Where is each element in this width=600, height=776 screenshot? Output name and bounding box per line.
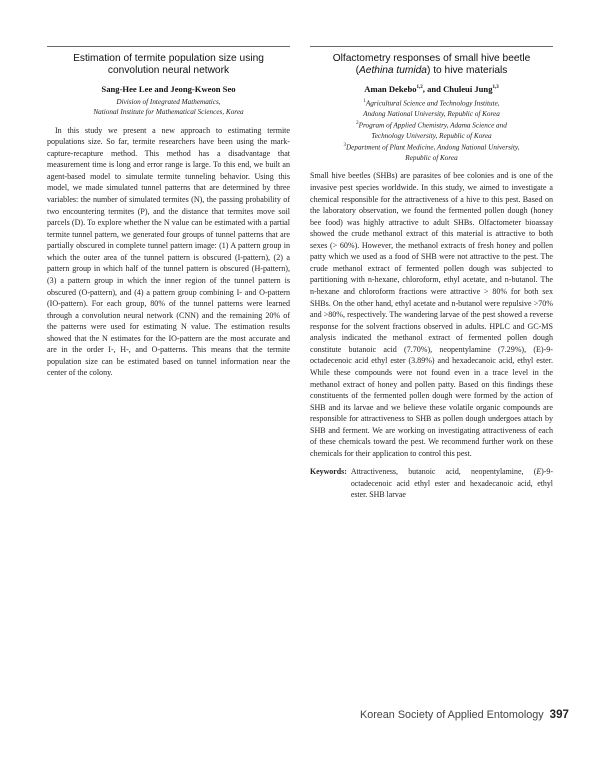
top-rule	[310, 46, 553, 47]
article-authors: Sang-Hee Lee and Jeong-Kweon Seo	[101, 83, 236, 94]
keywords-italic: E	[536, 467, 542, 477]
article-abstract	[47, 125, 290, 379]
abstract-paragraph: In this study we present a new approach to estimating termite populations size. So far, termite researchers have been using the mark-capture-recapture method. This method has a disadvantage that measurement time is long and error range is large. To this end, we built an agent-based model to simulate termite tunneling behavior. Using this model, we made simulated tunnel patterns that are determined by three variables: the number of simulated termites (N), the passing probability of two encountering termites (P), and the distance that termites move soil parcels (D). To explore whether the N value can be estimated with a partial termite tunnel pattern, we generated four groups of tunnel patterns that are partially obscured in complete tunnel pattern image: (1) A pattern group in which the outer area of the tunnel pattern is obscured (I-pattern), (2) a pattern group in which half of the tunnel pattern is obscured (H-pattern), (3) a pattern group in which the inner region of the tunnel pattern is obscured (O-pattern), and (4) a pattern group combining I- and O-pattern (IO-pattern). For each group, 80% of the tunnel patterns were learned through a convolution neural network (CNN) and the remaining 20% of the patterns were used for estimating N value. The estimation results showed that the N estimates for the IO-pattern are the most accurate and are in the order I-, H-, and O-patterns. This means that the termite population size can be estimated based on tunnel information near the center of the colony.	[47, 125, 290, 378]
article-affiliations	[47, 97, 290, 118]
author-affil-mark: 1,2	[416, 84, 423, 90]
affiliation-line	[310, 131, 553, 141]
keywords-text	[351, 466, 553, 501]
affiliation-line	[310, 119, 553, 131]
top-rule	[47, 46, 290, 47]
page-footer	[360, 709, 569, 721]
author-name: Chuleui Jung	[443, 83, 493, 94]
affiliation-text: Program of Applied Chemistry, Adama Science and	[358, 121, 507, 130]
article-affiliations	[310, 97, 553, 164]
title-paren: (	[355, 65, 360, 77]
page-number: 397	[549, 709, 569, 721]
affiliation-line	[310, 153, 553, 163]
affiliation-line	[310, 109, 553, 119]
keywords-text-part: )-9-octadecenoic acid ethyl ester and hexadecanoic acid, ethyl ester. SHB larvae	[350, 467, 553, 500]
keywords-label: Keywords:	[310, 467, 347, 477]
affiliation-text: Andong National University, Republic of Korea	[363, 109, 500, 118]
affiliation-mark: 2	[356, 121, 359, 127]
author-separator: , and	[422, 83, 444, 94]
affiliation-text: Department of Plant Medicine, Andong National University,	[345, 143, 520, 152]
title-line: Olfactometry responses of small hive beetle	[332, 53, 531, 64]
affiliation-line	[310, 141, 553, 153]
article-authors	[310, 84, 553, 94]
article-title	[314, 53, 549, 78]
keywords-text-part: Attractiveness, butanoic acid, neopentylamine, (	[350, 467, 537, 477]
affiliation-text: Republic of Korea	[405, 154, 458, 163]
right-article	[310, 46, 553, 501]
keywords	[310, 466, 553, 501]
title-rest: ) to hive materials	[426, 65, 508, 77]
affiliation-line	[310, 97, 553, 109]
affiliation-mark: 3	[343, 143, 346, 149]
abstract-paragraph: Small hive beetles (SHBs) are parasites of bee colonies and is one of the invasive pest species worldwide. In this study, we aimed to investigate a chemical responsible for the attractiveness of a hive to this pest. Based on the laboratory observation, we found the fermented pollen dough (honey bee food) was highly attractive to adult SHBs. Olfactometer bioassay showed the crude methanol extract of this material is attractive to both sexes (> 60%). However, the methanol extracts of fresh honey and pollen patty which we used as a food of SHB were not attractive to the pest. The crude methanol extract of fermented pollen dough was subjected to partitioning with n-hexane, chloroform, ethyl acetate, and n-butanol. The n-hexane and chloroform fractions were attractive > 80% for both sex SHBs. On the other hand, ethyl acetate and n-butanol were repulsive >70% and >80%, respectively. The wandering larvae of the pest showed a reverse response for the solvent fractions observed in adults. HPLC and GC-MS analysis indicated the methanol extract of fermented pollen dough constitute butanoic acid (7.70%), neopentylamine (7.29%), (E)-9-octadecenoic acid ethyl ester (3.89%) and hexadecanoic acid, ethyl ester. While these compounds were not found even in a trace level in the methanol extract of honey and pollen patty. Based on this findings these constituents of the fermented pollen dough were formed by the action of SHB and its larvae and we believe these volatile organic compounds are responsible for attractiveness to SHB as pollen dough undergoes attach by SHB and ferment. We are working on investigating attractiveness of each of these chemicals toward the pest. We recommend further work on these chemicals for their application to control this pest.	[310, 171, 553, 458]
species-name: Aethina tumida	[359, 65, 427, 77]
author-name: Aman Dekebo	[364, 83, 417, 94]
affiliation-text: Technology University, Republic of Korea	[371, 131, 492, 140]
author-affil-mark: 1,3	[492, 84, 499, 90]
journal-name: Korean Society of Applied Entomology	[360, 709, 544, 721]
left-article	[47, 46, 290, 379]
article-abstract	[310, 170, 553, 459]
affiliation-line: Division of Integrated Mathematics,	[116, 97, 221, 106]
affiliation-mark: 1	[363, 98, 366, 104]
affiliation-text: Agricultural Science and Technology Institute,	[365, 99, 500, 108]
article-title: Estimation of termite population size using convolution neural network	[73, 53, 264, 77]
affiliation-line: National Institute for Mathematical Sciences, Korea	[93, 108, 244, 117]
